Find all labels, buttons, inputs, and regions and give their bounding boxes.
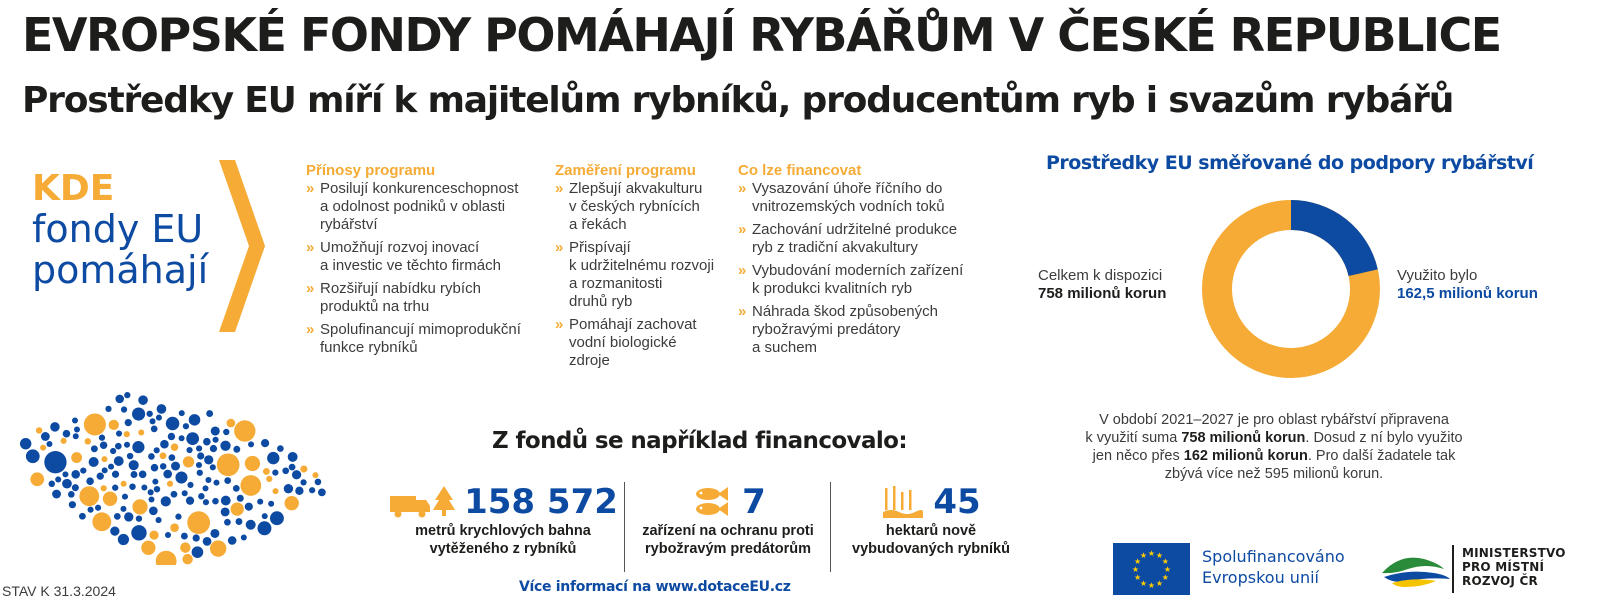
map-bubble (266, 476, 272, 482)
map-bubble (272, 470, 278, 476)
map-bubble (109, 420, 119, 430)
map-bubble (120, 506, 126, 512)
bullet-icon: » (738, 303, 747, 320)
map-bubble (163, 470, 172, 479)
used-label-text: Využito bylo (1397, 267, 1478, 284)
map-bubble (46, 441, 52, 447)
eu-star-icon: ★ (1155, 551, 1164, 561)
map-bubble (149, 506, 158, 515)
bullet-icon: » (555, 239, 564, 256)
stat-predators (632, 482, 824, 558)
map-bubble (187, 482, 193, 488)
map-bubble (318, 489, 326, 497)
total-label-text: Celkem k dispozici (1038, 267, 1163, 284)
map-bubble (217, 453, 240, 476)
more-info-link[interactable]: Více informací na www.dotaceEU.cz (519, 579, 791, 595)
eu-star-icon: ★ (1134, 557, 1142, 566)
map-bubble (100, 442, 107, 449)
bullet-icon: » (306, 280, 315, 297)
map-bubble (136, 515, 142, 521)
map-bubble (30, 472, 44, 486)
column-title: Zaměření programu (555, 162, 696, 179)
map-bubble (146, 411, 152, 417)
para-line-2: k využití suma 758 milionů korun. Dosud z ní bylo využito (1085, 430, 1463, 446)
map-bubble (284, 484, 293, 493)
donut-total-label (1038, 267, 1166, 303)
map-bubble (261, 439, 269, 447)
map-bubble (241, 534, 247, 540)
map-bubble (213, 480, 219, 486)
map-bubble (205, 477, 211, 483)
map-bubble (179, 410, 185, 416)
map-bubble (193, 534, 200, 541)
donut-title: Prostředky EU směřované do podpory rybářství (1046, 152, 1534, 174)
map-bubble (192, 546, 204, 558)
map-bubble (73, 433, 79, 439)
map-bubble (86, 477, 94, 485)
map-bubble (131, 471, 138, 478)
eu-star-icon: ★ (1131, 565, 1140, 574)
map-bubble (71, 452, 82, 463)
bullet-icon: » (555, 180, 564, 197)
map-bubble (202, 485, 208, 491)
map-bubble (157, 404, 167, 414)
map-bubble (245, 456, 260, 471)
stat-desc-2: rybožravým predátorům (645, 541, 811, 557)
map-bubble (44, 451, 66, 473)
map-bubble (204, 455, 213, 464)
eu-star-icon: ★ (1161, 557, 1169, 566)
column-benefits (306, 162, 546, 362)
map-bubble (166, 417, 180, 431)
status-date: STAV K 31.3.2024 (2, 583, 116, 599)
para-line-3: jen něco přes 162 milionů korun. Pro další žadatele tak (1092, 448, 1456, 464)
map-bubble (156, 517, 162, 523)
map-bubble (233, 485, 240, 492)
map-bubble (156, 551, 177, 565)
map-bubble (80, 467, 86, 473)
map-bubble (224, 519, 231, 526)
map-bubble (240, 475, 261, 496)
map-bubble (97, 473, 104, 480)
financed-title: Z fondů se například financovalo: (492, 428, 907, 454)
map-bubble (150, 418, 156, 424)
list-item: » Umožňují rozvoj inovací a investic ve těchto firmách (306, 239, 501, 274)
czech-map-bubbles (18, 380, 328, 565)
map-bubble (282, 467, 289, 474)
map-bubble (171, 491, 178, 498)
map-bubble (220, 441, 230, 451)
donut-chart (1198, 196, 1384, 382)
map-bubble (20, 438, 31, 449)
map-bubble (91, 445, 98, 452)
map-bubble (129, 460, 139, 470)
eu-flag-icon (1113, 543, 1190, 595)
map-bubble (196, 445, 202, 451)
map-bubble (62, 479, 72, 489)
stat-desc-2: vytěženého z rybníků (429, 541, 577, 557)
map-bubble (246, 520, 256, 530)
map-bubble (149, 531, 158, 540)
total-value: 758 milionů korun (1038, 285, 1167, 302)
map-bubble (99, 435, 105, 441)
stat-value: 158 572 (464, 482, 618, 522)
map-bubble (127, 453, 133, 459)
map-bubble (223, 429, 229, 435)
column-list (555, 180, 735, 370)
map-bubble (124, 431, 130, 437)
map-bubble (257, 521, 271, 535)
list-item: » Posilují konkurenceschopnost a odolnost podniků v oblasti rybářství (306, 180, 519, 233)
map-bubble (180, 542, 190, 552)
map-bubble (110, 448, 116, 454)
stat-desc-1: metrů krychlových bahna (415, 523, 591, 539)
list-item: » Vybudování moderních zařízení k produkci kvalitních ryb (738, 262, 964, 297)
chevron-right-icon (215, 160, 267, 332)
map-bubble (203, 537, 212, 546)
truck-tree-icon (388, 484, 458, 520)
map-bubble (101, 456, 107, 462)
kde-line-2: fondy EU (32, 206, 204, 251)
map-bubble (72, 418, 78, 424)
donut-used-label (1397, 267, 1538, 303)
para-line-4: zbývá více než 595 milionů korun. (1164, 466, 1384, 482)
eu-star-icon: ★ (1163, 565, 1172, 574)
map-bubble (231, 502, 244, 515)
map-bubble (114, 456, 124, 466)
page-title: EVROPSKÉ FONDY POMÁHAJÍ RYBÁŘŮM V ČESKÉ REPUBLICE (22, 8, 1501, 62)
map-bubble (132, 441, 144, 453)
eu-star-icon: ★ (1161, 573, 1169, 582)
map-bubble (124, 442, 130, 448)
list-item: » Vysazování úhoře říčního do vnitrozemských vodních toků (738, 180, 945, 215)
map-bubble (257, 499, 263, 505)
map-bubble (171, 443, 179, 451)
column-focus (555, 162, 735, 375)
map-bubble (175, 471, 187, 483)
map-bubble (69, 501, 76, 508)
map-bubble (236, 518, 243, 525)
map-bubble (183, 456, 194, 467)
map-bubble (270, 511, 284, 525)
list-item: » Spolufinancují mimoprodukční funkce rybníků (306, 321, 521, 356)
map-bubble (186, 447, 192, 453)
map-bubble (221, 507, 230, 516)
map-bubble (273, 488, 279, 494)
map-bubble (171, 462, 180, 471)
map-bubble (50, 422, 59, 431)
map-bubble (168, 433, 175, 440)
map-bubble (74, 426, 80, 432)
column-title: Co lze financovat (738, 162, 862, 179)
map-bubble (131, 525, 146, 540)
map-bubble (300, 479, 306, 485)
map-bubble (79, 486, 99, 506)
map-bubble (233, 446, 240, 453)
map-bubble (234, 420, 255, 441)
map-bubble (84, 413, 106, 435)
map-bubble (182, 490, 188, 496)
map-bubble (245, 503, 253, 511)
map-bubble (292, 470, 301, 479)
eu-star-icon: ★ (1147, 581, 1156, 590)
map-bubble (181, 533, 188, 540)
eu-star-icon: ★ (1139, 578, 1148, 588)
map-bubble (248, 441, 254, 447)
map-bubble (295, 487, 303, 495)
map-bubble (186, 432, 199, 445)
map-bubble (148, 489, 154, 495)
bullet-icon: » (306, 180, 315, 197)
map-bubble (187, 511, 210, 534)
map-bubble (72, 484, 79, 491)
map-bubble (132, 407, 145, 420)
para-line-1: V období 2021–2027 je pro oblast rybářství připravena (1099, 412, 1449, 428)
map-bubble (175, 514, 181, 520)
map-bubble (61, 438, 67, 444)
map-bubble (237, 495, 244, 502)
kde-line-3: pomáhají (32, 247, 209, 292)
map-bubble (203, 438, 211, 446)
bullet-icon: » (738, 221, 747, 238)
map-bubble (160, 463, 167, 470)
kde-line-1: KDE (32, 168, 115, 209)
map-bubble (125, 419, 132, 426)
map-bubble (121, 406, 127, 412)
map-bubble (115, 443, 122, 450)
list-item: » Přispívají k udržitelnému rozvoji a rozmanitosti druhů ryb (555, 239, 715, 310)
map-bubble (186, 497, 194, 505)
bullet-icon: » (738, 180, 747, 197)
map-bubble (300, 465, 307, 472)
list-item: » Náhrada škod způsobených rybožravými predátory a suchem (738, 303, 938, 356)
eu-star-icon: ★ (1155, 578, 1164, 588)
map-bubble (141, 541, 155, 555)
stat-desc-2: vybudovaných rybníků (852, 541, 1010, 557)
map-bubble (124, 512, 133, 521)
map-bubble (112, 485, 118, 491)
map-bubble (189, 414, 201, 426)
column-financing (738, 162, 978, 362)
map-bubble (132, 499, 147, 514)
map-bubble (40, 445, 46, 451)
fish-icon (690, 484, 734, 520)
map-bubble (210, 445, 217, 452)
map-bubble (197, 470, 203, 476)
kde-heading (32, 170, 208, 291)
map-bubble (167, 481, 173, 487)
map-bubble (79, 513, 86, 520)
map-bubble (52, 490, 61, 499)
map-bubble (103, 492, 117, 506)
eu-star-icon: ★ (1134, 573, 1142, 582)
map-bubble (211, 426, 220, 435)
map-bubble (49, 481, 55, 487)
map-bubble (118, 534, 129, 545)
map-bubble (148, 453, 155, 460)
eu-star-icon: ★ (1139, 551, 1148, 561)
info-paragraph (1062, 411, 1486, 483)
bullet-icon: » (738, 262, 747, 279)
map-bubble (203, 499, 209, 505)
map-bubble (268, 501, 274, 507)
map-bubble (312, 472, 318, 478)
map-bubble (122, 494, 128, 500)
map-bubble (71, 470, 80, 479)
map-bubble (315, 479, 322, 486)
column-list (738, 180, 978, 357)
map-bubble (141, 484, 147, 490)
map-bubble (101, 485, 107, 491)
map-bubble (169, 454, 176, 461)
map-bubble (262, 513, 268, 519)
map-bubble (110, 527, 119, 536)
divider (830, 482, 831, 572)
map-bubble (92, 512, 111, 531)
map-bubble (289, 464, 296, 471)
map-bubble (89, 457, 99, 467)
list-item: » Zlepšují akvakulturu v českých rybnících a řekách (555, 180, 703, 233)
list-item: » Pomáhají zachovat vodní biologické zdroje (555, 316, 697, 369)
list-item: » Rozšiřují nabídku rybích produktů na trhu (306, 280, 481, 315)
map-bubble (165, 532, 171, 538)
map-bubble (88, 507, 94, 513)
map-bubble (221, 496, 231, 506)
map-bubble (138, 430, 144, 436)
map-bubble (102, 467, 108, 473)
map-bubble (288, 452, 298, 462)
map-bubble (277, 445, 284, 452)
map-bubble (179, 435, 185, 441)
stat-desc-1: hektarů nově (885, 523, 977, 539)
map-bubble (213, 437, 219, 443)
map-bubble (160, 452, 167, 459)
ministry-divider (1452, 545, 1454, 593)
column-title: Přínosy programu (306, 162, 436, 179)
map-bubble (206, 410, 213, 417)
map-bubble (36, 427, 42, 433)
map-bubble (309, 487, 315, 493)
map-bubble (285, 496, 299, 510)
map-bubble (124, 392, 130, 398)
list-item: » Zachování udržitelné produkce ryb z tradiční akvakultury (738, 221, 958, 256)
map-bubble (26, 449, 40, 463)
used-value: 162,5 milionů korun (1397, 285, 1538, 302)
map-bubble (62, 471, 68, 477)
map-bubble (121, 481, 127, 487)
map-bubble (160, 440, 169, 449)
map-bubble (154, 447, 160, 453)
map-bubble (63, 430, 71, 438)
map-bubble (112, 471, 119, 478)
stat-ponds (838, 482, 1024, 558)
map-bubble (263, 468, 270, 475)
ministry-name: MINISTERSTVO PRO MÍSTNÍ ROZVOJ ČR (1462, 546, 1566, 588)
map-bubble (55, 476, 61, 482)
map-bubble (148, 496, 154, 502)
map-bubble (41, 432, 50, 441)
column-list (306, 180, 546, 357)
map-bubble (95, 505, 101, 511)
map-bubble (116, 431, 122, 437)
map-bubble (197, 452, 204, 459)
map-bubble (139, 471, 147, 479)
map-bubble (183, 423, 189, 429)
pond-reeds-icon (881, 484, 925, 520)
stat-value: 45 (933, 482, 981, 522)
map-bubble (129, 483, 135, 489)
map-bubble (105, 406, 111, 412)
map-bubble (228, 536, 237, 545)
map-bubble (212, 498, 218, 504)
map-bubble (224, 477, 231, 484)
map-bubble (68, 491, 75, 498)
stat-sludge (388, 482, 618, 558)
map-bubble (161, 496, 171, 506)
map-bubble (170, 523, 179, 532)
map-bubble (108, 464, 114, 470)
map-bubble (138, 395, 148, 405)
map-bubble (151, 464, 159, 472)
map-bubble (198, 493, 204, 499)
map-bubble (267, 452, 279, 464)
map-bubble (152, 479, 158, 485)
map-bubble (154, 486, 160, 492)
bullet-icon: » (555, 316, 564, 333)
stat-desc-1: zařízení na ochranu proti (642, 523, 814, 539)
bullet-icon: » (306, 239, 315, 256)
map-bubble (151, 425, 158, 432)
map-bubble (156, 415, 162, 421)
map-bubble (114, 513, 121, 520)
map-bubble (210, 529, 219, 538)
map-bubble (210, 464, 216, 470)
eu-cofinanced-text: Spolufinancováno Evropskou unií (1202, 547, 1345, 587)
ministry-logo-icon (1378, 547, 1458, 593)
map-bubble (227, 419, 236, 428)
bullet-icon: » (306, 321, 315, 338)
map-bubble (196, 462, 202, 468)
map-bubble (182, 554, 192, 564)
stat-value: 7 (742, 482, 766, 522)
map-bubble (115, 395, 124, 404)
divider (624, 482, 625, 572)
page-subtitle: Prostředky EU míří k majitelům rybníků, producentům ryb i svazům rybářů (22, 80, 1454, 121)
map-bubble (85, 438, 91, 444)
eu-star-icon: ★ (1147, 549, 1156, 558)
map-bubble (210, 540, 226, 556)
